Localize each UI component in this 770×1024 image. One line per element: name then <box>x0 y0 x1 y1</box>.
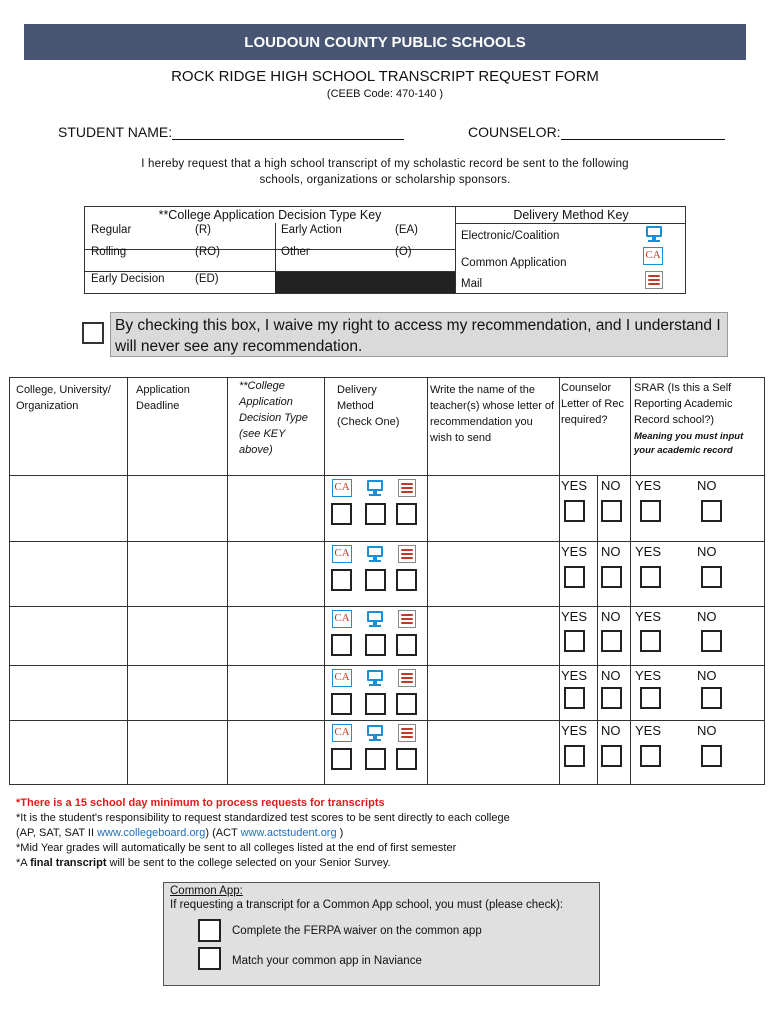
mail-icon <box>398 545 416 563</box>
waiver-checkbox[interactable] <box>82 322 104 344</box>
counselor-no-checkbox[interactable] <box>601 687 622 709</box>
delivery-electronic-checkbox[interactable] <box>365 569 386 591</box>
ceeb-code: (CEEB Code: 470-140 ) <box>326 88 444 100</box>
delivery-electronic-checkbox[interactable] <box>365 634 386 656</box>
srar-no-checkbox[interactable] <box>701 500 722 522</box>
common-app-icon: CA <box>332 669 352 687</box>
mail-icon <box>398 669 416 687</box>
counselor-yes-label: YES <box>561 478 588 493</box>
counselor-field[interactable] <box>468 124 725 140</box>
table-row <box>10 606 764 665</box>
srar-yes-checkbox[interactable] <box>640 745 661 767</box>
method-electronic: Electronic/Coalition <box>461 230 560 242</box>
header-college: College, University/ Organization <box>16 384 111 412</box>
notes <box>16 796 510 871</box>
counselor-yes-checkbox[interactable] <box>564 566 585 588</box>
counselor-yes-label: YES <box>561 723 588 738</box>
common-app-icon: CA <box>332 724 352 742</box>
delivery-common-app-checkbox[interactable] <box>331 569 352 591</box>
srar-no-label: NO <box>697 609 717 624</box>
type-regular: Regular <box>91 224 132 236</box>
key-rule <box>456 223 686 224</box>
srar-no-checkbox[interactable] <box>701 687 722 709</box>
method-mail: Mail <box>461 278 483 290</box>
counselor-no-checkbox[interactable] <box>601 745 622 767</box>
type-rolling: Rolling <box>91 246 127 258</box>
counselor-no-checkbox[interactable] <box>601 630 622 652</box>
table-row <box>10 541 764 606</box>
counselor-no-label: NO <box>601 609 621 624</box>
computer-icon <box>366 669 384 687</box>
type-early-decision-code: (ED) <box>195 273 219 285</box>
srar-yes-label: YES <box>635 478 662 493</box>
collegeboard-link[interactable]: www.collegeboard.org <box>97 827 206 839</box>
srar-yes-label: YES <box>635 668 662 683</box>
key-table <box>84 206 686 294</box>
naviance-match-label: Match your common app in Naviance <box>232 955 422 967</box>
counselor-yes-label: YES <box>561 544 588 559</box>
common-app-icon: CA <box>332 610 352 628</box>
header-srar-note: Meaning you must input your academic record <box>634 431 744 456</box>
delivery-electronic-checkbox[interactable] <box>365 748 386 770</box>
yes-no-divider <box>597 720 598 784</box>
delivery-mail-checkbox[interactable] <box>396 503 417 525</box>
header-counselor-letter: Counselor Letter of Rec required? <box>561 382 624 426</box>
srar-no-label: NO <box>697 723 717 738</box>
srar-yes-checkbox[interactable] <box>640 687 661 709</box>
delivery-key-title: Delivery Method Key <box>513 208 629 222</box>
naviance-match-checkbox[interactable] <box>198 947 221 970</box>
counselor-no-checkbox[interactable] <box>601 500 622 522</box>
note-text: ) <box>336 827 344 839</box>
common-app-icon: CA <box>332 545 352 563</box>
counselor-line[interactable] <box>561 126 725 140</box>
counselor-yes-label: YES <box>561 609 588 624</box>
srar-no-label: NO <box>697 544 717 559</box>
header-delivery: Delivery Method (Check One) <box>337 384 400 428</box>
computer-icon <box>366 610 384 628</box>
common-app-box <box>163 882 600 986</box>
computer-icon <box>645 225 663 243</box>
counselor-yes-checkbox[interactable] <box>564 500 585 522</box>
type-early-action: Early Action <box>281 224 342 236</box>
srar-no-checkbox[interactable] <box>701 566 722 588</box>
counselor-no-label: NO <box>601 723 621 738</box>
form-title: ROCK RIDGE HIGH SCHOOL TRANSCRIPT REQUEST FORM <box>171 68 599 85</box>
yes-no-divider <box>597 541 598 606</box>
yes-no-divider <box>597 475 598 541</box>
actstudent-link[interactable]: www.actstudent.org <box>240 827 337 839</box>
college-request-table <box>9 377 765 785</box>
note-minimum-days: *There is a 15 school day minimum to process requests for transcripts <box>16 797 385 809</box>
header-decision-type: **College Application Decision Type (see KEY above) <box>239 380 308 456</box>
school-banner <box>24 24 746 60</box>
counselor-no-label: NO <box>601 544 621 559</box>
counselor-no-checkbox[interactable] <box>601 566 622 588</box>
srar-no-checkbox[interactable] <box>701 630 722 652</box>
ferpa-waiver-label: Complete the FERPA waiver on the common app <box>232 925 482 937</box>
type-other-code: (O) <box>395 246 412 258</box>
mail-icon <box>398 610 416 628</box>
delivery-common-app-checkbox[interactable] <box>331 634 352 656</box>
yes-no-divider <box>597 665 598 720</box>
counselor-yes-checkbox[interactable] <box>564 745 585 767</box>
type-rolling-code: (RO) <box>195 246 220 258</box>
header-deadline: Application Deadline <box>136 384 190 412</box>
delivery-electronic-checkbox[interactable] <box>365 693 386 715</box>
counselor-label: COUNSELOR: <box>468 124 561 140</box>
type-other: Other <box>281 246 310 258</box>
counselor-no-label: NO <box>601 478 621 493</box>
delivery-mail-checkbox[interactable] <box>396 693 417 715</box>
note-text: (AP, SAT, SAT II <box>16 827 98 839</box>
common-app-description: If requesting a transcript for a Common App school, you must (please check): <box>170 899 564 911</box>
srar-no-checkbox[interactable] <box>701 745 722 767</box>
note-text: ) (ACT <box>205 827 241 839</box>
delivery-common-app-checkbox[interactable] <box>331 693 352 715</box>
srar-yes-label: YES <box>635 544 662 559</box>
student-name-label: STUDENT NAME: <box>58 124 173 140</box>
student-name-field[interactable] <box>58 124 404 140</box>
note-mid-year: *Mid Year grades will automatically be sent to all colleges listed at the end of first semester <box>16 842 457 854</box>
blacked-out-cell <box>275 272 455 293</box>
key-rule <box>85 271 275 272</box>
computer-icon <box>366 479 384 497</box>
header-teacher: Write the name of the teacher(s) whose letter of recommendation you wish to send <box>430 384 555 444</box>
delivery-mail-checkbox[interactable] <box>396 634 417 656</box>
ferpa-waiver-checkbox[interactable] <box>198 919 221 942</box>
common-app-icon: CA <box>332 479 352 497</box>
counselor-yes-checkbox[interactable] <box>564 630 585 652</box>
srar-yes-label: YES <box>635 609 662 624</box>
counselor-no-label: NO <box>601 668 621 683</box>
table-row <box>10 475 764 541</box>
type-early-decision: Early Decision <box>91 273 165 285</box>
srar-no-label: NO <box>697 668 717 683</box>
note-text: will be sent to the college selected on your Senior Survey. <box>106 857 391 869</box>
common-app-icon: CA <box>643 247 663 265</box>
counselor-yes-label: YES <box>561 668 588 683</box>
type-early-action-code: (EA) <box>395 224 418 236</box>
note-final-transcript <box>16 856 510 871</box>
key-divider <box>455 207 456 293</box>
method-common-app: Common Application <box>461 257 567 269</box>
mail-icon <box>398 724 416 742</box>
srar-yes-checkbox[interactable] <box>640 566 661 588</box>
note-text: *A <box>16 857 31 869</box>
student-name-line[interactable] <box>172 126 404 140</box>
computer-icon <box>366 724 384 742</box>
mail-icon <box>398 479 416 497</box>
header-srar: SRAR (Is this a Self Reporting Academic Record school?) <box>634 382 733 426</box>
delivery-mail-checkbox[interactable] <box>396 569 417 591</box>
delivery-common-app-checkbox[interactable] <box>331 503 352 525</box>
decision-key-title: **College Application Decision Type Key <box>158 208 382 222</box>
srar-yes-checkbox[interactable] <box>640 630 661 652</box>
type-regular-code: (R) <box>195 224 211 236</box>
note-test-scores: *It is the student's responsibility to request standardized test scores to be sent directly to each college <box>16 812 510 824</box>
note-test-links <box>16 826 510 841</box>
mail-icon <box>645 271 663 289</box>
counselor-yes-checkbox[interactable] <box>564 687 585 709</box>
request-statement: I hereby request that a high school transcript of my scholastic record be sent to the following schools, organizations or scholarship sponsors. <box>141 158 629 186</box>
yes-no-divider <box>597 606 598 665</box>
computer-icon <box>366 545 384 563</box>
common-app-title: Common App: <box>170 885 243 897</box>
table-row <box>10 720 764 784</box>
srar-yes-label: YES <box>635 723 662 738</box>
srar-yes-checkbox[interactable] <box>640 500 661 522</box>
srar-no-label: NO <box>697 478 717 493</box>
delivery-electronic-checkbox[interactable] <box>365 503 386 525</box>
table-row <box>10 665 764 720</box>
banner-title: LOUDOUN COUNTY PUBLIC SCHOOLS <box>244 33 526 51</box>
final-transcript-bold: final transcript <box>30 857 107 869</box>
delivery-common-app-checkbox[interactable] <box>331 748 352 770</box>
waiver-statement: By checking this box, I waive my right to access my recommendation, and I understand I will never see any recommendation. <box>110 312 728 357</box>
delivery-mail-checkbox[interactable] <box>396 748 417 770</box>
